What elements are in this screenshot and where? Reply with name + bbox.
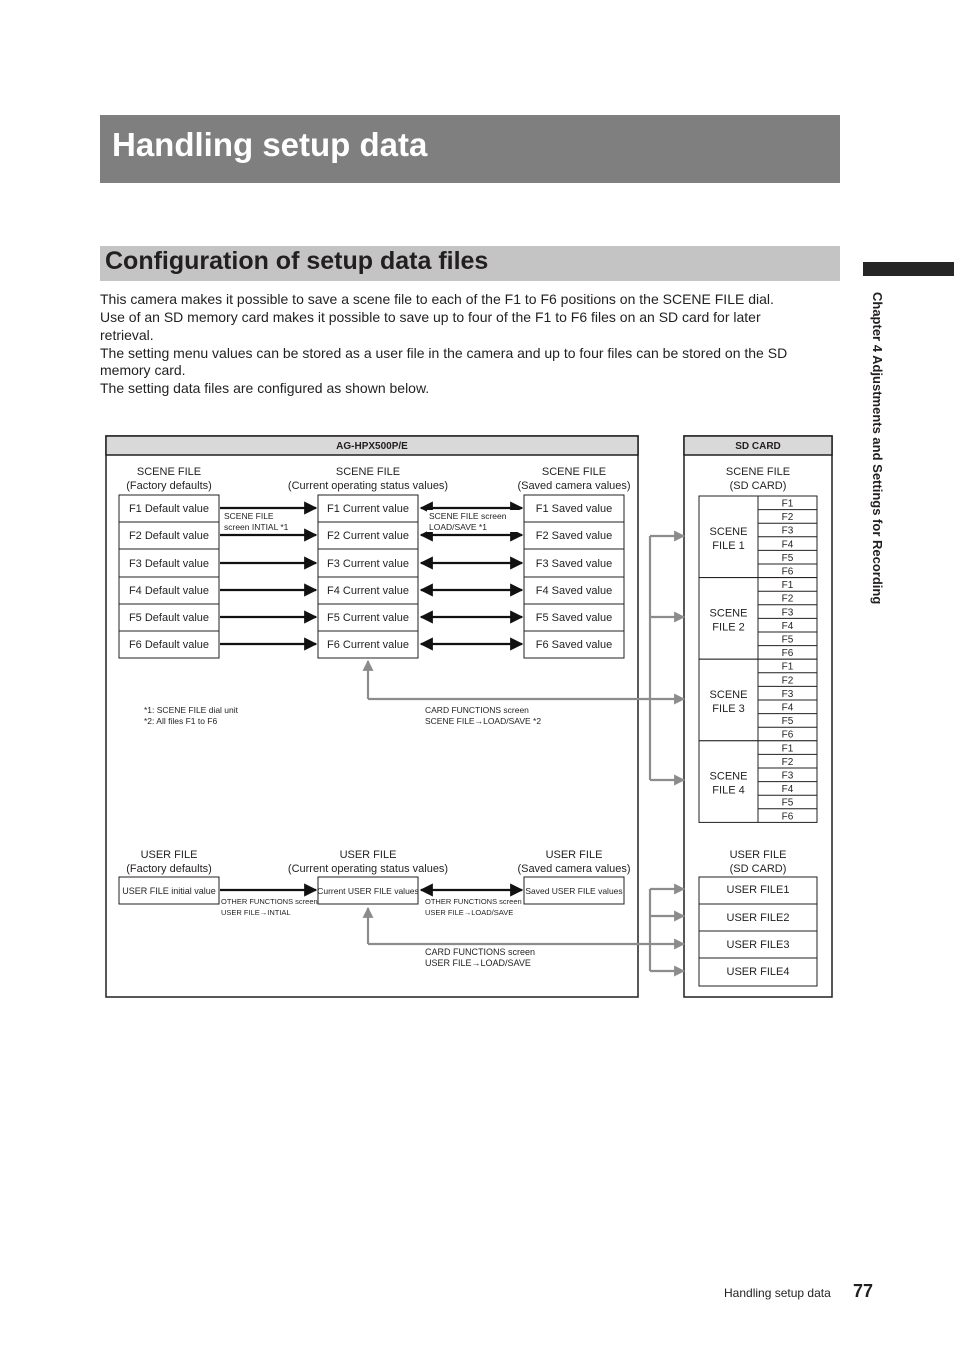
default-value-f1: F1 Default value — [128, 503, 210, 515]
user-default-header-1: USER FILE — [140, 849, 198, 861]
sd-scene-header-1: SCENE FILE — [725, 466, 791, 478]
sd-f-label: F1 — [781, 498, 794, 510]
intro-line-5: memory card. — [100, 362, 186, 378]
current-value-f4: F4 Current value — [327, 585, 409, 597]
other-initial-label-1: OTHER FUNCTIONS screen — [221, 897, 318, 906]
sd-f-label: F1 — [781, 661, 794, 673]
user-current-header-2: (Current operating status values) — [287, 863, 449, 875]
sd-f-label: F2 — [781, 756, 794, 768]
saved-value-f2: F2 Saved value — [535, 530, 613, 542]
sd-scene-file-label: FILE 4 — [712, 784, 745, 797]
current-values-column — [318, 495, 418, 658]
section-title: Configuration of setup data files — [105, 247, 489, 275]
scene-current-header-1: SCENE FILE — [335, 466, 401, 478]
sd-scene-file-label: SCENE — [709, 770, 748, 783]
user-current-header-1: USER FILE — [339, 849, 397, 861]
saved-value-f1: F1 Saved value — [535, 503, 613, 515]
default-value-f6: F6 Default value — [128, 639, 210, 651]
sd-f-label: F5 — [781, 634, 794, 646]
sd-user-file-4: USER FILE4 — [726, 966, 790, 978]
intro-line-1: This camera makes it possible to save a scene file to each of the F1 to F6 positions on the SCENE FILE dial. — [100, 291, 774, 307]
default-value-f3: F3 Default value — [128, 558, 210, 570]
saved-value-f6: F6 Saved value — [535, 639, 613, 651]
sd-scene-file-label: SCENE — [709, 689, 748, 701]
sd-f-label: F5 — [781, 552, 794, 564]
sd-f-label: F4 — [781, 620, 794, 632]
sd-user-header-2: (SD CARD) — [729, 863, 787, 875]
sd-scene-file-label: SCENE — [709, 525, 748, 538]
sd-f-label: F5 — [781, 716, 794, 728]
saved-values-column — [524, 495, 624, 658]
scene-loadsave-label-2: LOAD/SAVE *1 — [429, 522, 487, 532]
default-value-f5: F5 Default value — [128, 612, 210, 624]
card-user-label-2: USER FILE→LOAD/SAVE — [425, 958, 531, 968]
sd-f-label: F6 — [781, 729, 794, 741]
intro-line-4: The setting menu values can be stored as a user file in the camera and up to four files can be stored on the SD — [100, 345, 788, 361]
sd-scene-header-2: (SD CARD) — [729, 480, 787, 492]
sd-scene-files — [699, 496, 817, 822]
sd-user-file-2: USER FILE2 — [726, 912, 790, 924]
sd-f-label: F4 — [781, 784, 794, 796]
intro-line-3: retrieval. — [100, 327, 154, 343]
intro-line-2: Use of an SD memory card makes it possible to save up to four of the F1 to F6 files on an SD card for later — [100, 309, 761, 325]
saved-value-f4: F4 Saved value — [535, 585, 613, 597]
default-value-f4: F4 Default value — [128, 585, 210, 597]
sd-f-label: F4 — [781, 539, 794, 551]
note-2: *2: All files F1 to F6 — [144, 716, 218, 726]
scene-saved-header-2: (Saved camera values) — [517, 480, 631, 492]
default-values-column — [119, 495, 219, 658]
sd-scene-file-label: FILE 1 — [712, 539, 745, 552]
camera-header: AG-HPX500P/E — [336, 441, 408, 452]
note-1: *1: SCENE FILE dial unit — [144, 705, 239, 715]
other-loadsave-label-1: OTHER FUNCTIONS screen — [425, 897, 522, 906]
sd-f-label: F3 — [781, 688, 794, 700]
scene-loadsave-label-1: SCENE FILE screen — [429, 511, 507, 521]
sd-header: SD CARD — [735, 441, 781, 452]
sd-user-header-1: USER FILE — [729, 849, 787, 861]
sd-f-label: F5 — [781, 797, 794, 809]
sd-f-label: F6 — [781, 811, 794, 823]
page-number: 77 — [853, 1281, 874, 1301]
sd-f-label: F1 — [781, 580, 794, 592]
footer-label: Handling setup data — [724, 1286, 831, 1300]
current-value-f3: F3 Current value — [327, 558, 409, 570]
other-loadsave-label-2: USER FILE→LOAD/SAVE — [425, 908, 514, 917]
intro-line-6: The setting data files are configured as shown below. — [100, 380, 430, 396]
user-saved-value: Saved USER FILE values — [525, 886, 623, 896]
card-scene-label-2: SCENE FILE→LOAD/SAVE *2 — [425, 716, 542, 726]
user-saved-header-1: USER FILE — [545, 849, 603, 861]
default-value-f2: F2 Default value — [128, 530, 210, 542]
sd-f-label: F4 — [781, 702, 794, 714]
sd-f-label: F2 — [781, 512, 794, 524]
sd-user-file-3: USER FILE3 — [726, 939, 790, 951]
current-value-f1: F1 Current value — [327, 503, 409, 515]
scene-initial-label-2: screen INTIAL *1 — [224, 522, 289, 532]
sd-f-label: F3 — [781, 770, 794, 782]
scene-default-header-2: (Factory defaults) — [126, 480, 212, 492]
saved-value-f3: F3 Saved value — [535, 558, 613, 570]
chapter-label: Chapter 4 Adjustments and Settings for Recording — [870, 292, 885, 605]
page-title: Handling setup data — [112, 126, 428, 163]
user-initial-value: USER FILE initial value — [122, 886, 216, 896]
sd-f-label: F2 — [781, 675, 794, 687]
sd-f-label: F6 — [781, 648, 794, 660]
sd-f-label: F3 — [781, 525, 794, 537]
sd-scene-file-label: FILE 3 — [712, 703, 745, 715]
sd-f-label: F6 — [781, 566, 794, 578]
other-initial-label-2: USER FILE→INTIAL — [221, 908, 291, 917]
scene-saved-header-1: SCENE FILE — [541, 466, 607, 478]
scene-default-header-1: SCENE FILE — [136, 466, 202, 478]
current-value-f5: F5 Current value — [327, 612, 409, 624]
sd-scene-file-label: FILE 2 — [712, 621, 745, 634]
scene-current-header-2: (Current operating status values) — [287, 480, 449, 492]
scene-initial-label-1: SCENE FILE — [224, 511, 274, 521]
sd-scene-file-label: SCENE — [709, 607, 748, 620]
user-saved-header-2: (Saved camera values) — [517, 863, 631, 875]
saved-value-f5: F5 Saved value — [535, 612, 613, 624]
sd-f-label: F2 — [781, 593, 794, 605]
card-user-label-1: CARD FUNCTIONS screen — [425, 947, 536, 957]
current-value-f2: F2 Current value — [327, 530, 409, 542]
user-default-header-2: (Factory defaults) — [126, 863, 212, 875]
current-value-f6: F6 Current value — [327, 639, 409, 651]
sd-f-label: F3 — [781, 607, 794, 619]
sd-user-file-1: USER FILE1 — [726, 884, 790, 896]
card-scene-label-1: CARD FUNCTIONS screen — [425, 705, 529, 715]
user-current-value: Current USER FILE values — [317, 886, 419, 896]
sd-f-label: F1 — [781, 743, 794, 755]
